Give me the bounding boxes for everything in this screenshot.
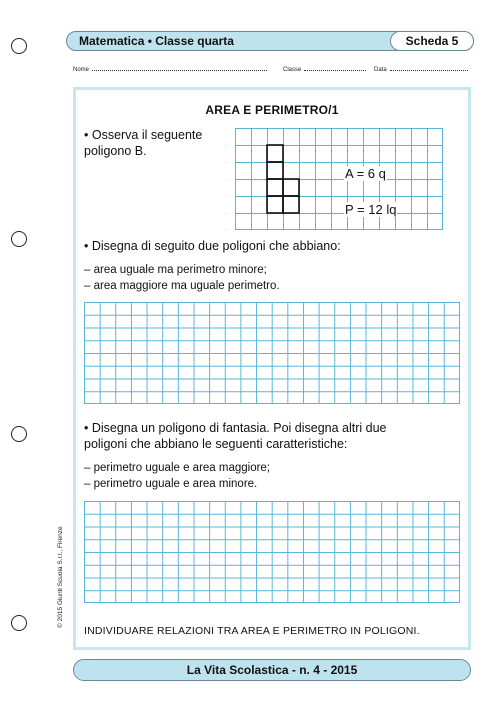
area-value: A = 6 q <box>345 166 386 181</box>
exercise1-line1: • Osserva il seguente <box>84 128 203 142</box>
binder-hole-4 <box>11 615 27 631</box>
exercise1-line2: poligono B. <box>84 144 147 158</box>
exercise3-line1: • Disegna un poligono di fantasia. Poi disegna altri due <box>84 421 387 435</box>
nome-label: Nome <box>73 67 90 73</box>
exercise2-item1: – area uguale ma perimetro minore; <box>84 264 267 276</box>
nome-field <box>73 66 267 73</box>
learning-objective <box>84 625 420 637</box>
perimeter-value: P = 12 lq <box>345 202 397 217</box>
exercise3-item2: – perimetro uguale e area minore. <box>84 478 258 490</box>
scheda-badge: Scheda 5 <box>390 31 474 51</box>
binder-hole-1 <box>11 38 27 54</box>
classe-field <box>283 66 366 73</box>
classe-label: Classe <box>283 67 302 73</box>
polygon-b <box>235 128 443 230</box>
exercise3-item1: – perimetro uguale e area maggiore; <box>84 462 271 474</box>
drawing-grid-2[interactable] <box>84 501 460 603</box>
small-square-grid <box>235 128 443 230</box>
binder-hole-2 <box>11 231 27 247</box>
worksheet-title: AREA E PERIMETRO/1 <box>205 103 339 117</box>
exercise2-item2: – area maggiore ma uguale perimetro. <box>84 280 280 292</box>
drawing-grid-1[interactable] <box>84 302 460 404</box>
exercise2-instruction: • Disegna di seguito due poligoni che abbiano: <box>84 239 341 253</box>
exercise3-line2: poligoni che abbiano le seguenti caratteristiche: <box>84 437 348 451</box>
data-field <box>374 66 468 73</box>
learning-objective-text: INDIVIDUARE RELAZIONI TRA AREA E PERIMETRO IN POLIGONI. <box>84 625 420 637</box>
footer-bar: La Vita Scolastica - n. 4 - 2015 <box>73 659 471 681</box>
copyright-notice: © 2015 Giunti Scuola S.r.l., Firenze <box>57 526 64 628</box>
header-bar <box>66 31 474 51</box>
header-title: Matematica • Classe quarta <box>79 34 234 48</box>
binder-hole-3 <box>11 426 27 442</box>
data-label: Data <box>374 67 387 73</box>
